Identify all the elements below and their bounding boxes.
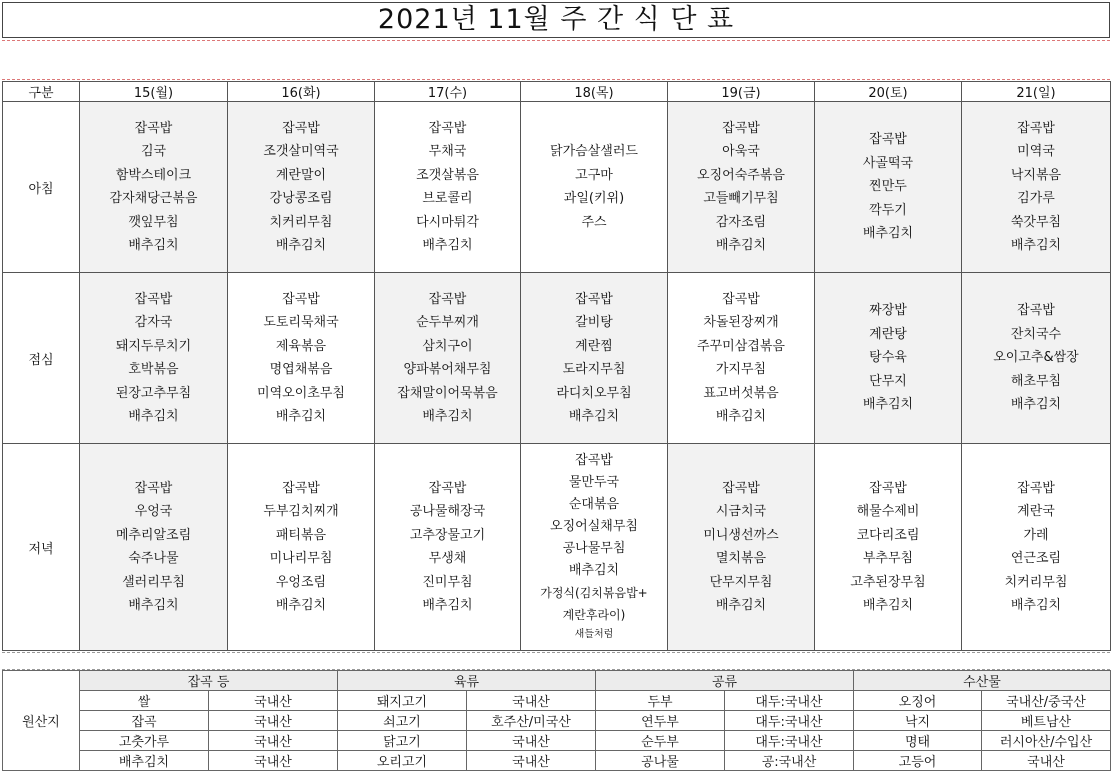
origin-item: 배추김치 — [80, 751, 209, 771]
menu-item: 도라지무침 — [562, 362, 626, 377]
menu-item: 배추김치 — [715, 598, 767, 613]
origin-row — [3, 711, 1111, 731]
origin-group: 수산물 — [854, 671, 1111, 691]
menu-cell — [80, 444, 228, 651]
menu-item: 메추리알조림 — [115, 527, 192, 543]
menu-item: 배추김치 — [1010, 598, 1062, 613]
menu-item: 연근조림 — [1010, 551, 1062, 566]
menu-item: 단무지무침 — [709, 574, 773, 590]
menu-cell — [668, 273, 815, 444]
origin-item: 닭고기 — [338, 731, 467, 751]
menu-item: 물만두국 — [568, 475, 620, 490]
menu-item: 호박볶음 — [128, 362, 179, 377]
origin-row — [3, 751, 1111, 771]
menu-item: 잡곡밥 — [575, 291, 613, 307]
origin-value: 국내산 — [209, 751, 338, 771]
menu-item: 도토리묵채국 — [263, 315, 339, 330]
day-header: 16(화) — [228, 82, 375, 102]
menu-item: 미역국 — [1017, 144, 1055, 159]
origin-value: 국내산 — [209, 731, 338, 751]
menu-item: 탕수육 — [869, 350, 907, 366]
menu-cell — [375, 102, 521, 273]
menu-item: 잡곡밥 — [428, 120, 467, 136]
origin-item: 고춧가루 — [80, 731, 209, 751]
separator-row — [2, 652, 1110, 670]
menu-item: 고구마 — [575, 167, 613, 183]
origin-item: 낙지 — [854, 711, 982, 731]
menu-item: 잡곡밥 — [722, 291, 760, 307]
header-label: 구분 — [3, 82, 80, 102]
menu-item: 감자조림 — [715, 214, 767, 230]
menu-item: 단무지 — [869, 373, 907, 389]
menu-item: 잡곡밥 — [1017, 120, 1055, 136]
menu-item: 잡채말이어묵볶음 — [397, 385, 498, 401]
menu-cell — [962, 273, 1111, 444]
menu-item: 배추김치 — [862, 598, 914, 613]
menu-item: 해초무침 — [1010, 373, 1062, 389]
menu-cell — [668, 102, 815, 273]
origin-item: 쌀 — [80, 691, 209, 711]
menu-item: 잡곡밥 — [282, 120, 320, 136]
menu-item: 새들처럼 — [574, 629, 614, 640]
menu-cell — [80, 273, 228, 444]
menu-item: 배추김치 — [715, 238, 767, 253]
menu-item: 고들빼기무침 — [703, 191, 779, 206]
menu-item: 감자채당근볶음 — [109, 191, 198, 206]
menu-item: 잡곡밥 — [134, 480, 173, 496]
menu-item: 계란말이 — [275, 167, 327, 183]
day-header: 18(목) — [521, 82, 668, 102]
meal-label: 점심 — [3, 273, 80, 444]
day-header: 19(금) — [668, 82, 815, 102]
day-header: 17(수) — [375, 82, 521, 102]
menu-item: 배추김치 — [568, 563, 620, 578]
menu-item: 돼지두루치기 — [115, 338, 192, 354]
menu-item: 양파볶어채무침 — [403, 362, 492, 377]
origin-item: 두부 — [596, 691, 725, 711]
menu-item: 순두부찌개 — [416, 315, 479, 330]
menu-cell — [668, 444, 815, 651]
origin-value: 호주산/미국산 — [467, 711, 596, 731]
menu-item: 쑥갓무침 — [1010, 214, 1062, 230]
menu-cell — [228, 444, 375, 651]
menu-item: 김국 — [140, 144, 167, 159]
menu-item: 배추김치 — [422, 598, 473, 613]
menu-item: 감자국 — [134, 315, 173, 330]
menu-item: 함박스테이크 — [115, 167, 192, 183]
menu-item: 배추김치 — [715, 409, 767, 424]
menu-item: 치커리무침 — [269, 214, 333, 230]
origin-label: 원산지 — [3, 671, 80, 771]
origin-item: 연두부 — [596, 711, 725, 731]
blank-row — [2, 40, 1110, 80]
menu-item: 치커리무침 — [1004, 574, 1068, 590]
menu-item: 김가루 — [1017, 191, 1055, 206]
menu-item: 코다리조림 — [856, 527, 920, 543]
menu-item: 배추김치 — [128, 238, 179, 253]
menu-item: 닭가슴살샐러드 — [550, 144, 638, 159]
menu-item: 부추무침 — [862, 551, 914, 566]
origin-item: 순두부 — [596, 731, 725, 751]
menu-item: 배추김치 — [568, 409, 620, 424]
menu-item: 잡곡밥 — [282, 480, 320, 496]
menu-item: 잡곡밥 — [869, 132, 907, 148]
menu-cell — [375, 444, 521, 651]
weekly-menu-table — [2, 81, 1111, 651]
menu-item: 배추김치 — [1010, 238, 1062, 253]
origin-value: 국내산 — [467, 691, 596, 711]
menu-item: 강낭콩조림 — [269, 191, 333, 206]
menu-item: 찐만두 — [869, 179, 907, 195]
menu-item: 깻잎무침 — [128, 214, 179, 230]
menu-item: 순대볶음 — [568, 497, 620, 512]
menu-item: 공나물무침 — [562, 541, 626, 556]
origin-item: 공나물 — [596, 751, 725, 771]
menu-cell — [521, 444, 668, 651]
day-header: 15(월) — [80, 82, 228, 102]
menu-item: 아욱국 — [722, 144, 760, 159]
menu-item: 잡곡밥 — [428, 291, 467, 307]
menu-item: 조갯살미역국 — [263, 144, 339, 159]
origin-item: 고등어 — [854, 751, 982, 771]
meal-row — [3, 273, 1111, 444]
menu-item: 깍두기 — [869, 202, 907, 218]
menu-item: 배추김치 — [1010, 397, 1062, 413]
menu-item: 잡곡밥 — [282, 291, 320, 307]
origin-table — [2, 670, 1111, 771]
menu-cell — [521, 102, 668, 273]
menu-item: 잔치국수 — [1010, 326, 1062, 342]
menu-item: 계란탕 — [869, 326, 907, 342]
menu-item: 잡곡밥 — [134, 120, 173, 136]
menu-item: 가레 — [1023, 527, 1049, 543]
menu-item: 고추된장무침 — [850, 574, 926, 590]
menu-item: 주꾸미삼겹볶음 — [697, 338, 785, 354]
day-header-row — [3, 82, 1111, 102]
menu-item: 짜장밥 — [869, 303, 907, 319]
menu-item: 배추김치 — [422, 409, 473, 424]
menu-item: 제육볶음 — [275, 338, 327, 354]
menu-item: 두부김치찌개 — [263, 504, 339, 519]
menu-cell — [375, 273, 521, 444]
meal-label: 저녁 — [3, 444, 80, 651]
menu-item: 배추김치 — [128, 598, 179, 613]
origin-value: 대두:국내산 — [725, 731, 854, 751]
origin-value: 공:국내산 — [725, 751, 854, 771]
menu-item: 멸치볶음 — [715, 551, 767, 566]
meal-row — [3, 444, 1111, 651]
menu-item: 계란후라이) — [562, 608, 626, 622]
menu-item: 배추김치 — [275, 238, 327, 253]
menu-item: 잡곡밥 — [575, 453, 613, 468]
menu-item: 오징어실채무침 — [550, 519, 638, 534]
menu-item: 라디치오무침 — [556, 385, 632, 401]
origin-group: 육류 — [338, 671, 596, 691]
menu-item: 배추김치 — [862, 226, 914, 242]
origin-group-row — [3, 671, 1111, 691]
origin-value: 국내산 — [467, 751, 596, 771]
menu-item: 숙주나물 — [128, 551, 179, 566]
menu-item: 잡곡밥 — [722, 480, 760, 496]
menu-item: 미역오이초무침 — [257, 385, 345, 401]
menu-item: 배추김치 — [862, 397, 914, 413]
menu-item: 과일(키위) — [563, 191, 625, 206]
menu-item: 잡곡밥 — [134, 291, 173, 307]
menu-item: 미나리무침 — [269, 551, 333, 566]
menu-item: 잡곡밥 — [869, 480, 907, 496]
menu-item: 계란찜 — [575, 338, 613, 354]
menu-item: 삼치구이 — [422, 338, 473, 354]
menu-item: 브로콜리 — [422, 191, 473, 206]
menu-item: 진미무침 — [422, 574, 473, 590]
meal-label: 아침 — [3, 102, 80, 273]
origin-group: 잡곡 등 — [80, 671, 338, 691]
menu-item: 다시마튀각 — [416, 214, 479, 230]
menu-cell — [815, 444, 962, 651]
origin-value: 베트남산 — [982, 711, 1111, 731]
menu-item: 조갯살볶음 — [416, 167, 479, 183]
origin-item: 쇠고기 — [338, 711, 467, 731]
menu-item: 사골떡국 — [862, 155, 914, 171]
origin-value: 대두:국내산 — [725, 691, 854, 711]
menu-cell — [815, 273, 962, 444]
origin-row — [3, 731, 1111, 751]
origin-row — [3, 691, 1111, 711]
menu-item: 차돌된장찌개 — [703, 315, 779, 330]
menu-item: 주스 — [581, 214, 607, 230]
menu-cell — [228, 273, 375, 444]
menu-item: 고추장물고기 — [409, 527, 486, 543]
menu-item: 잡곡밥 — [1017, 303, 1055, 319]
menu-item: 배추김치 — [275, 598, 327, 613]
menu-item: 우엉국 — [134, 504, 173, 519]
menu-cell — [962, 444, 1111, 651]
origin-item: 오징어 — [854, 691, 982, 711]
menu-cell — [80, 102, 228, 273]
origin-item: 잡곡 — [80, 711, 209, 731]
menu-item: 표고버섯볶음 — [703, 385, 779, 401]
menu-item: 잡곡밥 — [428, 480, 467, 496]
origin-value: 국내산 — [982, 751, 1111, 771]
meal-row — [3, 102, 1111, 273]
menu-item: 명엽채볶음 — [269, 362, 333, 377]
menu-cell — [228, 102, 375, 273]
origin-group: 공류 — [596, 671, 854, 691]
menu-item: 패티볶음 — [275, 527, 327, 543]
menu-item: 무생채 — [428, 551, 467, 566]
origin-item: 돼지고기 — [338, 691, 467, 711]
menu-item: 된장고추무침 — [115, 385, 192, 401]
menu-item: 배추김치 — [422, 238, 473, 253]
menu-item: 우엉조림 — [275, 574, 327, 590]
menu-item: 샐러리무침 — [122, 574, 185, 590]
menu-item: 해물수제비 — [856, 504, 920, 519]
day-header: 21(일) — [962, 82, 1111, 102]
menu-item: 시금치국 — [715, 504, 767, 519]
origin-item: 명태 — [854, 731, 982, 751]
menu-item: 잡곡밥 — [722, 120, 760, 136]
origin-value: 국내산 — [209, 711, 338, 731]
menu-item: 오이고추&쌈장 — [993, 350, 1079, 366]
page-title: 2021년 11월 주 간 식 단 표 — [2, 2, 1110, 38]
menu-item: 가정식(김치볶음밥+ — [540, 586, 648, 600]
menu-item: 가지무침 — [715, 362, 767, 377]
menu-item: 배추김치 — [275, 409, 327, 424]
origin-value: 국내산 — [209, 691, 338, 711]
menu-item: 무채국 — [428, 144, 467, 159]
menu-item: 배추김치 — [128, 409, 179, 424]
menu-item: 낙지볶음 — [1010, 167, 1062, 183]
menu-item: 공나물해장국 — [409, 504, 486, 519]
origin-value: 러시아산/수입산 — [982, 731, 1111, 751]
origin-value: 대두:국내산 — [725, 711, 854, 731]
day-header: 20(토) — [815, 82, 962, 102]
origin-item: 오리고기 — [338, 751, 467, 771]
menu-cell — [962, 102, 1111, 273]
menu-cell — [521, 273, 668, 444]
menu-item: 갈비탕 — [575, 315, 613, 330]
origin-value: 국내산 — [467, 731, 596, 751]
menu-item: 오징어숙주볶음 — [697, 167, 785, 183]
menu-cell — [815, 102, 962, 273]
menu-item: 잡곡밥 — [1017, 480, 1055, 496]
menu-item: 계란국 — [1017, 504, 1055, 519]
menu-item: 미니생선까스 — [703, 527, 779, 543]
origin-value: 국내산/중국산 — [982, 691, 1111, 711]
